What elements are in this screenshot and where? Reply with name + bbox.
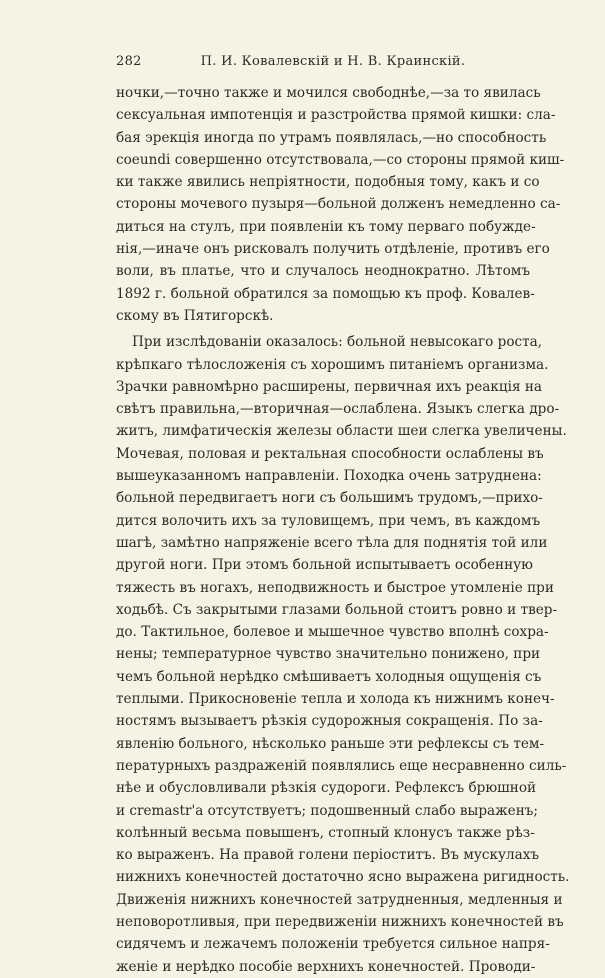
text-line: скому въ Пятигорскѣ. <box>116 307 274 324</box>
running-title: П. И. Ковалевскій и Н. В. Краинскій. <box>200 54 466 69</box>
text-line: бая эрекція иногда по утрамъ появлялась,—но способность <box>116 129 547 146</box>
text-line: нены; температурное чувство значительно понижено, при <box>116 646 541 663</box>
text-line: теплыми. Прикосновеніе тепла и холода къ нижнимъ конеч- <box>116 691 555 708</box>
text-line: coeundi совершенно отсутствовала,—со стороны прямой киш- <box>116 151 565 168</box>
text-line: нія,—иначе онъ рисковалъ получить отдѣленіе, противъ его <box>116 241 550 258</box>
text-line: тяжесть въ ногахъ, неподвижность и быстрое утомленіе при <box>116 579 554 596</box>
text-line: Движенія нижнихъ конечностей затрудненныя, медленныя и <box>116 891 563 908</box>
text-line: ходьбѣ. Съ закрытыми глазами больной стоитъ ровно и твер- <box>116 601 558 618</box>
paragraph-2 <box>116 331 570 978</box>
text-line: ностямъ вызываетъ рѣзкія судорожныя сокращенія. По за- <box>116 713 543 730</box>
page-header <box>116 54 528 69</box>
text-line: сексуальная импотенція и разстройства прямой кишки: сла- <box>116 107 556 124</box>
text-line: ки также явились непріятности, подобныя тому, какъ и со <box>116 174 540 191</box>
text-line: колѣнный весьма повышенъ, стопный клонусъ также рѣз- <box>116 824 535 841</box>
text-line: сидячемъ и лежачемъ положеніи требуется сильное напря- <box>116 936 550 953</box>
text-line: и cremastr'a отсутствуетъ; подошвенный слабо выраженъ; <box>116 802 538 819</box>
text-line: житъ, лимфатическія железы области шеи слегка увеличены. <box>116 423 567 440</box>
body-text <box>116 82 570 978</box>
text-line: явленію больного, нѣсколько раньше эти рефлексы съ тем- <box>116 735 545 752</box>
text-line: нѣе и обусловливали рѣзкія судороги. Рефлексъ брюшной <box>116 780 537 797</box>
text-line: ко выраженъ. На правой голени періоститъ. Въ мускулахъ <box>116 847 540 864</box>
text-line: крѣпкаго тѣлосложенія съ хорошимъ питаніемъ организма. <box>116 356 549 373</box>
text-line: вышеуказанномъ направленіи. Походка очень затруднена: <box>116 468 542 485</box>
text-line: женіе и нерѣдко пособіе верхнихъ конечностей. Проводи- <box>116 958 536 975</box>
text-line: шагѣ, замѣтно напряженіе всего тѣла для поднятія той или <box>116 534 548 551</box>
text-line: воли, въ платье, что и случалось неоднократно. Лѣтомъ <box>116 263 530 280</box>
page-number: 282 <box>116 54 142 69</box>
text-line: диться на стулъ, при появленіи къ тому перваго побужде- <box>116 218 536 235</box>
text-line: Зрачки равномѣрно расширены, первичная ихъ реакція на <box>116 378 543 395</box>
paragraph-1 <box>116 82 565 327</box>
text-line: 1892 г. больной обратился за помощью къ проф. Ковалев- <box>116 285 535 302</box>
text-line: неповоротливыя, при передвиженіи нижнихъ конечностей въ <box>116 913 564 930</box>
text-line: При изслѣдованіи оказалось: больной невысокаго роста, <box>132 334 543 351</box>
text-line: до. Тактильное, болевое и мышечное чувство вполнѣ сохра- <box>116 624 549 641</box>
text-line: чемъ больной нерѣдко смѣшиваетъ холодныя ощущенія съ <box>116 668 542 685</box>
text-line: пературныхъ раздраженій появлялись еще несравненно силь- <box>116 757 567 774</box>
text-line: другой ноги. При этомъ больной испытываетъ особенную <box>116 557 534 574</box>
text-line: дится волочить ихъ за туловищемъ, при чемъ, въ каждомъ <box>116 512 541 529</box>
text-line: стороны мочевого пузыря—больной долженъ немедленно са- <box>116 196 561 213</box>
text-line: свѣтъ правильна,—вторичная—ослаблена. Языкъ слегка дро- <box>116 401 560 418</box>
text-line: ночки,—точно также и мочился свободнѣе,—за то явилась <box>116 85 541 101</box>
text-line: больной передвигаетъ ноги съ большимъ трудомъ,—прихо- <box>116 490 543 507</box>
text-line: Мочевая, половая и ректальная способности ослаблены въ <box>116 445 544 462</box>
text-line: нижнихъ конечностей достаточно ясно выражена ригидность. <box>116 869 570 886</box>
